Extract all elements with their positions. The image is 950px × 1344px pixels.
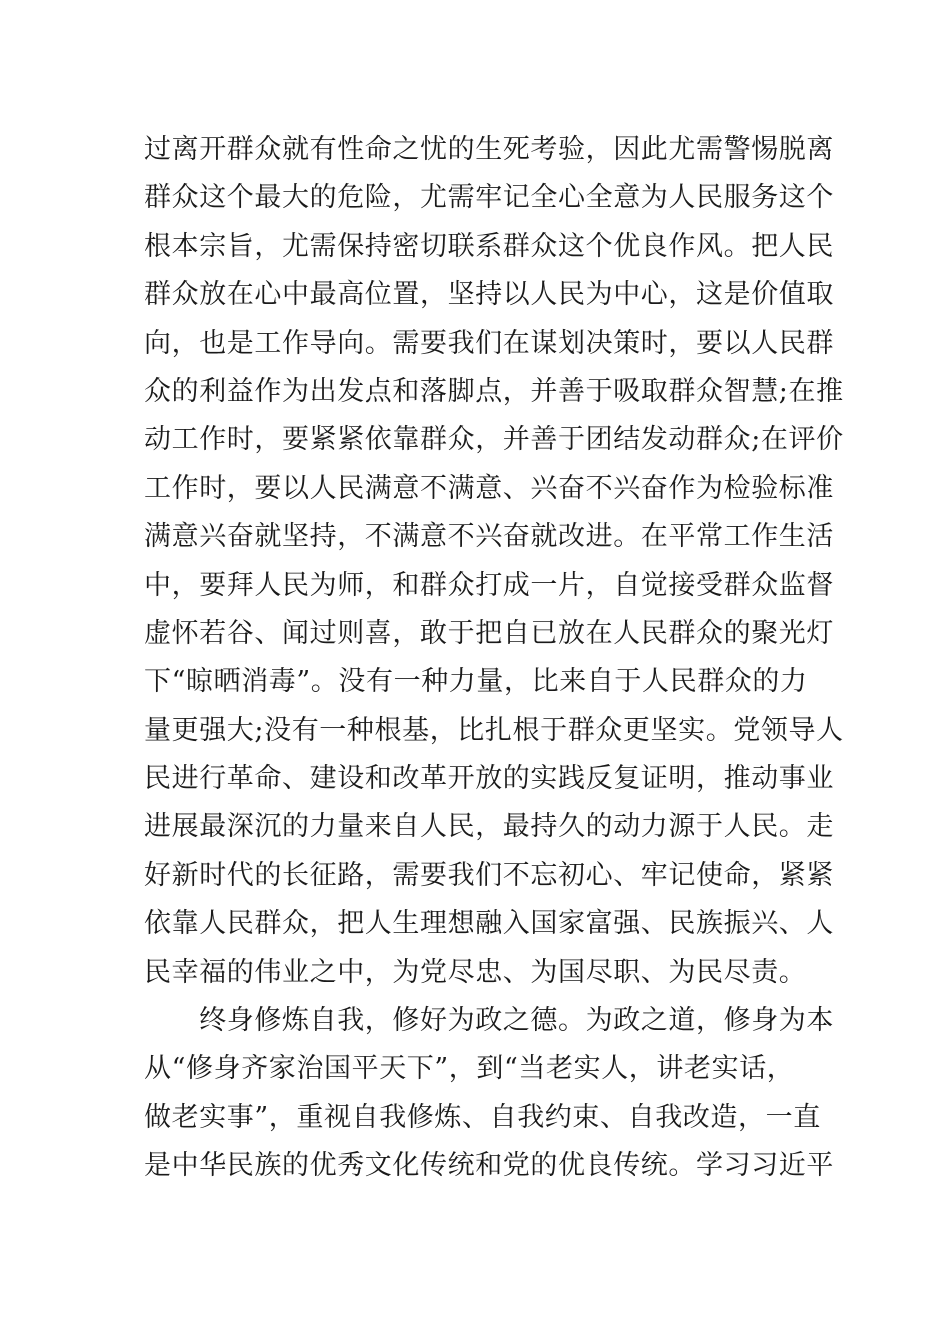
text-line: 是中华民族的优秀文化传统和党的优良传统。学习习近平	[144, 1150, 834, 1182]
text-line: 满意兴奋就坚持，不满意不兴奋就改进。在平常工作生活	[144, 521, 834, 553]
text-line: 进展最深沉的力量来自人民，最持久的动力源于人民。走	[144, 811, 834, 843]
text-line: 从“修身齐家治国平天下”，到“当老实人，讲老实话，	[144, 1053, 795, 1085]
text-line: 民进行革命、建设和改革开放的实践反复证明，推动事业	[144, 763, 834, 795]
text-line: 众的利益作为出发点和落脚点，并善于吸取群众智慧;在推	[144, 375, 844, 407]
text-line: 虚怀若谷、闻过则喜，敢于把自已放在人民群众的聚光灯	[144, 617, 834, 649]
text-line: 向，也是工作导向。需要我们在谋划决策时，要以人民群	[144, 327, 834, 359]
text-line: 动工作时，要紧紧依靠群众，并善于团结发动群众;在评价	[144, 424, 844, 456]
text-line: 做老实事”，重视自我修炼、自我约束、自我改造，一直	[144, 1101, 821, 1133]
text-line: 量更强大;没有一种根基，比扎根于群众更坚实。党领导人	[144, 714, 844, 746]
text-line: 根本宗旨，尤需保持密切联系群众这个优良作风。把人民	[144, 230, 834, 262]
text-line: 好新时代的长征路，需要我们不忘初心、牢记使命，紧紧	[144, 859, 834, 891]
text-line: 下“晾晒消毒”。没有一种力量，比来自于人民群众的力	[144, 666, 808, 698]
text-line: 中，要拜人民为师，和群众打成一片，自觉接受群众监督	[144, 569, 834, 601]
paragraph-start-line: 终身修炼自我，修好为政之德。为政之道，修身为本	[144, 1005, 834, 1037]
text-line: 群众这个最大的危险，尤需牢记全心全意为人民服务这个	[144, 182, 834, 214]
text-line: 群众放在心中最高位置，坚持以人民为中心，这是价值取	[144, 279, 834, 311]
text-line: 依靠人民群众，把人生理想融入国家富强、民族振兴、人	[144, 908, 834, 940]
text-line: 民幸福的伟业之中，为党尽忠、为国尽职、为民尽责。	[144, 956, 807, 988]
body-text	[144, 126, 844, 1191]
text-line: 工作时，要以人民满意不满意、兴奋不兴奋作为检验标准	[144, 472, 834, 504]
text-line: 过离开群众就有性命之忧的生死考验，因此尤需警惕脱离	[144, 134, 834, 165]
